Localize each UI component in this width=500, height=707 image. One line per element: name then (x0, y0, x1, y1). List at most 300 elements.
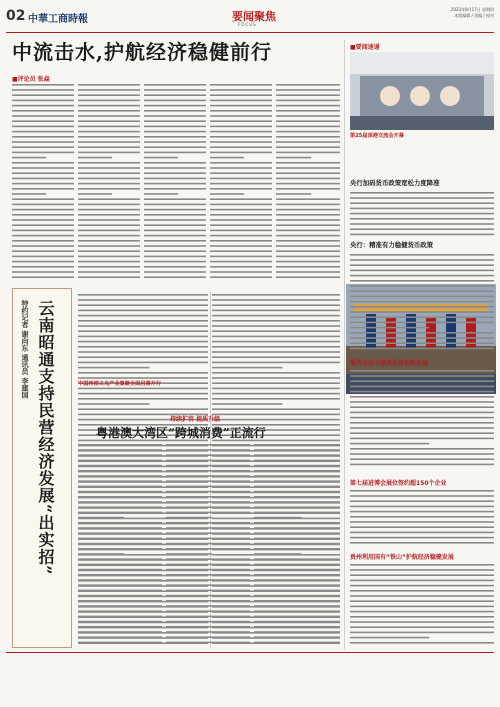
text-lines (210, 82, 272, 282)
text-line (144, 115, 206, 117)
text-line (166, 491, 250, 493)
text-line (12, 261, 74, 263)
text-line (78, 460, 162, 462)
text-line (254, 501, 340, 503)
text-line (166, 517, 212, 519)
photo-caption: 中国西部义乌产业集聚全面启幕开行 (78, 381, 162, 387)
text-line (210, 89, 272, 91)
text-lines (350, 488, 494, 546)
text-line (144, 126, 206, 128)
text-line (276, 235, 340, 237)
text-line (78, 250, 140, 252)
text-line (350, 348, 494, 350)
text-line (350, 616, 494, 618)
feature-vertical-title: 云南昭通支持民营经济发展“出实招” (36, 300, 55, 576)
text-line (350, 632, 494, 634)
text-line (210, 167, 272, 169)
text-line (350, 223, 494, 225)
text-line (78, 579, 162, 581)
sidebar-heading-2: 央行：精准有力稳健货币政策 (350, 241, 434, 249)
text-line (166, 564, 250, 566)
text-line (144, 209, 206, 211)
text-line (78, 266, 140, 268)
sidebar-photo (350, 52, 494, 130)
lead-column-3 (144, 82, 206, 282)
text-line (78, 496, 162, 498)
text-line (12, 126, 74, 128)
text-line (254, 642, 340, 644)
text-line (350, 337, 494, 339)
text-line (78, 491, 162, 493)
text-line (212, 315, 340, 317)
text-line (144, 250, 206, 252)
text-line (254, 506, 340, 508)
text-line (350, 422, 494, 424)
text-line (210, 126, 272, 128)
text-line (166, 610, 250, 612)
text-line (166, 506, 250, 508)
text-line (12, 235, 74, 237)
text-line (78, 271, 140, 273)
text-line (78, 294, 208, 296)
text-line (144, 271, 206, 273)
text-line (276, 172, 340, 174)
text-line (144, 214, 206, 216)
text-line (212, 325, 340, 327)
text-line (254, 605, 340, 607)
text-line (276, 219, 340, 221)
text-line (254, 486, 340, 488)
text-line (78, 141, 140, 143)
text-line (350, 574, 494, 576)
text-line (254, 496, 340, 498)
text-line (210, 120, 272, 122)
lead-column-2 (78, 82, 140, 282)
text-line (78, 126, 140, 128)
sidebar-text-3 (350, 368, 494, 468)
text-line (350, 448, 494, 450)
text-line (166, 454, 250, 456)
text-line (144, 84, 206, 86)
text-line (12, 84, 74, 86)
text-line (166, 465, 250, 467)
text-line (276, 230, 340, 232)
text-line (78, 152, 140, 154)
text-line (78, 470, 162, 472)
text-line (144, 110, 206, 112)
text-lines (78, 442, 162, 648)
text-line (210, 235, 272, 237)
text-line (254, 543, 340, 545)
text-line (144, 245, 206, 247)
text-line (276, 250, 340, 252)
text-line (276, 94, 340, 96)
text-line (144, 198, 206, 200)
text-line (254, 626, 340, 628)
text-line (78, 377, 208, 379)
text-line (78, 325, 208, 327)
text-line (166, 460, 250, 462)
text-line (350, 516, 494, 518)
text-line (12, 209, 74, 211)
sidebar-photo-illustration (350, 52, 494, 130)
text-line (350, 537, 494, 539)
text-line (210, 178, 272, 180)
text-line (350, 621, 494, 623)
text-line (254, 465, 340, 467)
text-line (350, 234, 494, 236)
text-line (78, 480, 162, 482)
text-line (78, 631, 162, 633)
text-line (254, 512, 340, 514)
text-line (210, 131, 272, 133)
text-line (210, 261, 272, 263)
text-line (350, 316, 494, 318)
text-line (166, 616, 250, 618)
text-line (78, 636, 162, 638)
text-line (210, 276, 272, 278)
text-line (254, 517, 301, 519)
text-line (254, 548, 340, 550)
text-line (78, 362, 208, 364)
text-line (144, 235, 206, 237)
text-line (276, 100, 340, 102)
text-line (144, 183, 206, 185)
text-line (78, 100, 140, 102)
text-line (210, 198, 272, 200)
text-line (212, 414, 340, 416)
text-line (350, 432, 494, 434)
text-lines (144, 82, 206, 282)
text-line (276, 110, 340, 112)
text-line (350, 406, 494, 408)
text-line (276, 256, 340, 258)
text-line (12, 266, 74, 268)
sidebar-text-5 (350, 562, 494, 648)
text-line (350, 453, 494, 455)
text-line (12, 89, 74, 91)
text-line (210, 219, 272, 221)
text-line (210, 240, 272, 242)
text-line (12, 120, 74, 122)
text-line (350, 306, 494, 308)
text-line (12, 245, 74, 247)
text-line (144, 89, 206, 91)
text-line (254, 621, 340, 623)
text-line (12, 162, 74, 164)
text-line (78, 204, 140, 206)
text-line (254, 616, 340, 618)
bottom-kicker: 持续扩容 提质升级 (170, 416, 221, 423)
text-line (166, 605, 250, 607)
text-line (350, 642, 494, 644)
text-line (78, 569, 162, 571)
text-line (166, 496, 250, 498)
text-line (210, 209, 272, 211)
text-line (276, 188, 340, 190)
text-line (78, 403, 150, 405)
bottom-column-2 (166, 442, 250, 648)
text-line (276, 120, 340, 122)
text-line (210, 94, 272, 96)
text-line (78, 605, 162, 607)
lead-column-4 (210, 82, 272, 282)
text-line (210, 266, 272, 268)
text-line (12, 172, 74, 174)
text-line (276, 276, 340, 278)
text-line (12, 183, 74, 185)
text-lines (350, 562, 494, 648)
text-line (254, 522, 340, 524)
text-line (350, 396, 494, 398)
text-line (78, 527, 162, 529)
text-line (166, 475, 250, 477)
text-line (212, 336, 340, 338)
text-line (78, 115, 140, 117)
text-line (350, 386, 494, 388)
text-line (350, 311, 494, 313)
text-line (78, 172, 140, 174)
page-header (6, 5, 494, 31)
text-line (350, 637, 429, 639)
text-line (78, 398, 208, 400)
text-line (78, 346, 208, 348)
text-line (166, 569, 250, 571)
lead-column-1 (12, 82, 74, 282)
text-line (276, 204, 340, 206)
text-line (78, 131, 140, 133)
text-line (276, 105, 340, 107)
sidebar-divider (344, 40, 345, 650)
text-line (276, 89, 340, 91)
text-line (254, 460, 340, 462)
text-line (212, 419, 340, 421)
section-title-en: FOCUS (238, 22, 257, 27)
text-line (166, 621, 250, 623)
text-line (12, 94, 74, 96)
text-line (276, 193, 311, 195)
text-line (166, 543, 250, 545)
text-line (78, 486, 162, 488)
text-lines (12, 82, 74, 282)
text-line (166, 548, 250, 550)
text-line (350, 464, 494, 466)
text-line (166, 470, 250, 472)
feature-vertical-byline: 特约记者 谢向东 通讯员 李建国 (21, 300, 29, 399)
text-line (212, 320, 340, 322)
text-line (78, 136, 140, 138)
bottom-column-1 (78, 442, 162, 648)
text-line (78, 110, 140, 112)
text-line (144, 204, 206, 206)
text-line (144, 256, 206, 258)
text-line (350, 417, 494, 419)
text-line (212, 341, 340, 343)
text-line (350, 511, 494, 513)
text-line (350, 521, 494, 523)
text-line (210, 214, 272, 216)
text-line (350, 202, 494, 204)
text-line (212, 403, 282, 405)
text-line (350, 626, 494, 628)
text-line (12, 136, 74, 138)
text-line (166, 631, 250, 633)
text-line (254, 610, 340, 612)
text-line (12, 188, 74, 190)
text-line (166, 553, 212, 555)
text-line (78, 240, 140, 242)
sidebar-heading-4: 第七届进博会展位签约超150个企业 (350, 480, 447, 487)
text-line (212, 362, 340, 364)
bottom-column-3 (254, 442, 340, 648)
text-line (12, 141, 74, 143)
text-line (12, 193, 46, 195)
text-line (350, 218, 494, 220)
text-line (210, 162, 272, 164)
text-line (254, 532, 340, 534)
text-line (78, 590, 162, 592)
text-line (144, 120, 206, 122)
text-line (276, 183, 340, 185)
text-line (12, 276, 74, 278)
text-line (166, 532, 250, 534)
dateline (451, 7, 494, 19)
text-line (78, 310, 208, 312)
text-line (350, 270, 494, 272)
text-line (276, 126, 340, 128)
text-line (210, 172, 272, 174)
text-line (12, 115, 74, 117)
text-line (350, 327, 429, 329)
text-line (78, 626, 162, 628)
text-line (254, 538, 340, 540)
text-line (276, 245, 340, 247)
text-line (12, 146, 74, 148)
text-line (144, 219, 206, 221)
text-line (166, 522, 250, 524)
text-line (212, 294, 340, 296)
text-line (276, 261, 340, 263)
text-line (78, 454, 162, 456)
text-line (276, 224, 340, 226)
text-line (212, 372, 340, 374)
text-line (166, 584, 250, 586)
text-line (78, 475, 162, 477)
text-line (78, 512, 162, 514)
text-line (350, 542, 494, 544)
text-line (78, 356, 208, 358)
text-line (350, 427, 494, 429)
text-line (254, 590, 340, 592)
text-line (212, 351, 340, 353)
text-line (144, 240, 206, 242)
text-line (12, 214, 74, 216)
text-line (166, 449, 250, 451)
text-line (212, 330, 340, 332)
text-line (144, 131, 206, 133)
text-line (350, 380, 494, 382)
text-line (166, 590, 250, 592)
sidebar-heading-5: 贵州利用国有“铁山”护航经济稳健发展 (350, 554, 454, 561)
editor-text: 本版编辑 / 责编 / 校对 (454, 13, 494, 18)
text-line (350, 208, 494, 210)
text-line (12, 204, 74, 206)
text-line (78, 214, 140, 216)
text-line (12, 100, 74, 102)
text-line (276, 136, 340, 138)
text-line (276, 198, 340, 200)
text-line (350, 332, 494, 334)
text-line (350, 275, 494, 277)
text-line (78, 465, 162, 467)
text-line (350, 611, 494, 613)
text-line (350, 197, 494, 199)
text-line (254, 454, 340, 456)
bottom-headline: 粤港澳大湾区“跨城消费”正流行 (96, 426, 266, 440)
text-line (78, 574, 162, 576)
text-line (350, 391, 494, 393)
text-line (144, 276, 206, 278)
page-number: 02 (6, 8, 26, 24)
text-line (78, 393, 208, 395)
text-line (12, 256, 74, 258)
text-line (78, 616, 162, 618)
text-line (78, 341, 208, 343)
text-line (166, 558, 250, 560)
text-line (276, 178, 340, 180)
text-line (166, 600, 250, 602)
text-line (212, 310, 340, 312)
text-line (12, 271, 74, 273)
text-line (144, 193, 178, 195)
text-line (78, 146, 140, 148)
text-line (78, 351, 208, 353)
text-line (78, 320, 208, 322)
text-line (254, 558, 340, 560)
text-line (78, 621, 162, 623)
text-line (166, 636, 250, 638)
text-line (78, 188, 140, 190)
text-line (254, 475, 340, 477)
text-line (350, 526, 494, 528)
header-rule (6, 32, 494, 33)
text-line (350, 580, 494, 582)
text-line (166, 595, 250, 597)
text-line (78, 299, 208, 301)
text-line (276, 115, 340, 117)
text-line (350, 412, 494, 414)
text-line (78, 522, 162, 524)
text-lines (350, 190, 494, 236)
text-line (350, 569, 494, 571)
text-line (212, 408, 340, 410)
text-line (78, 548, 162, 550)
text-line (166, 574, 250, 576)
text-line (350, 443, 429, 445)
text-line (276, 162, 340, 164)
text-line (210, 204, 272, 206)
text-line (78, 120, 140, 122)
text-line (212, 393, 340, 395)
text-line (166, 480, 250, 482)
text-line (12, 167, 74, 169)
text-line (350, 301, 494, 303)
text-line (78, 584, 162, 586)
text-line (78, 157, 112, 159)
text-line (350, 285, 494, 287)
text-line (78, 193, 112, 195)
text-line (350, 458, 494, 460)
